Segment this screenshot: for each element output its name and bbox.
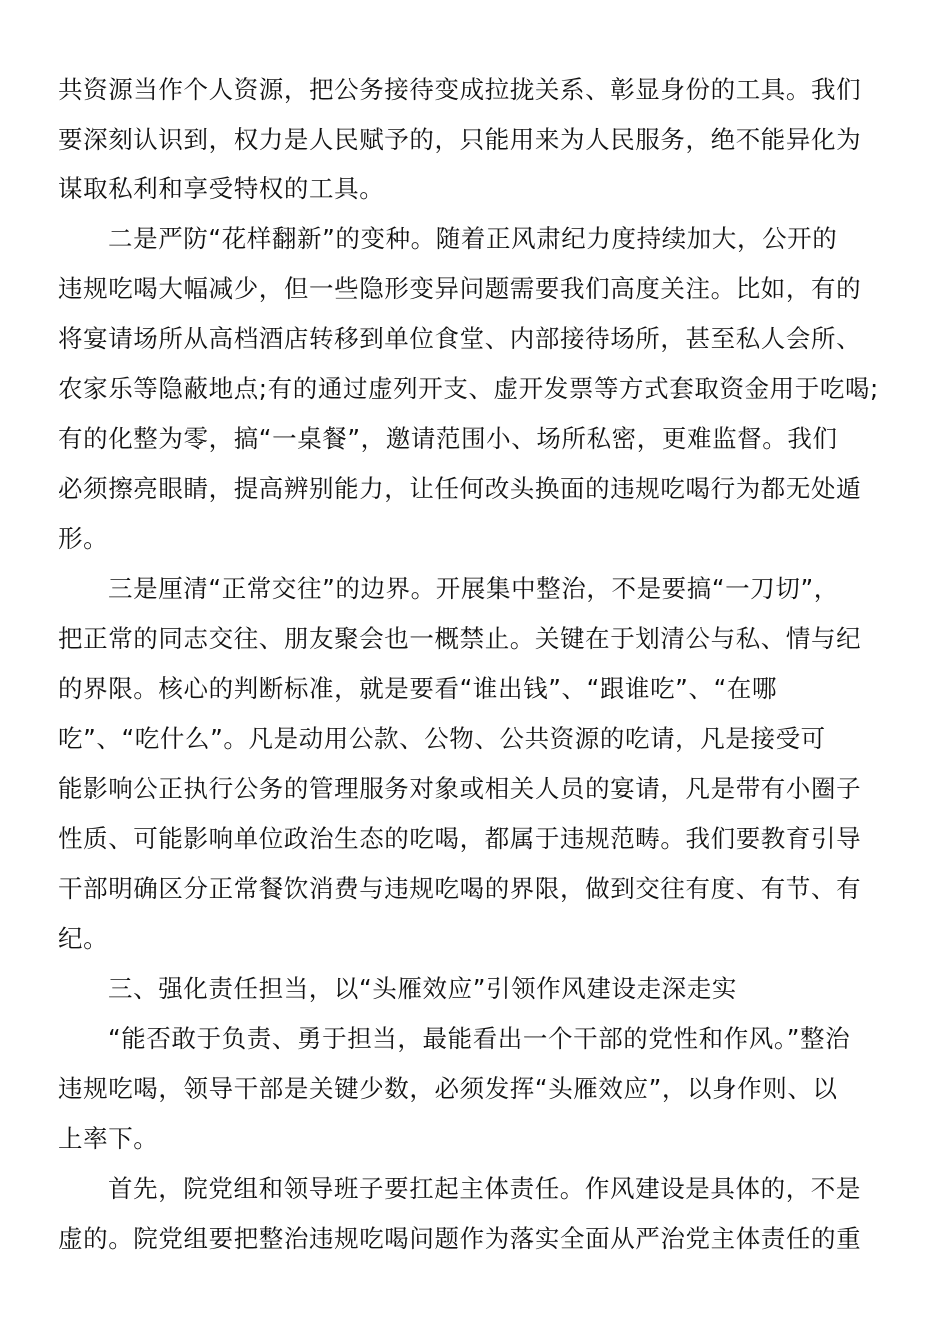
text-line: 把正常的同志交往、朋友聚会也一概禁止。关键在于划清公与私、情与纪 [58, 624, 862, 653]
text-line: 能影响公正执行公务的管理服务对象或相关人员的宴请，凡是带有小圈子 [58, 774, 862, 803]
text-line: 谋取私利和享受特权的工具。 [58, 174, 385, 203]
paragraph-start-line: 二是严防“花样翻新”的变种。随着正风肃纪力度持续加大，公开的 [108, 224, 838, 253]
text-line: 干部明确区分正常餐饮消费与违规吃喝的界限，做到交往有度、有节、有 [58, 874, 862, 903]
text-line: 性质、可能影响单位政治生态的吃喝，都属于违规范畴。我们要教育引导 [58, 824, 862, 853]
text-line: 农家乐等隐蔽地点;有的通过虚列开支、虚开发票等方式套取资金用于吃喝; [58, 374, 879, 403]
text-line: 要深刻认识到，权力是人民赋予的，只能用来为人民服务，绝不能异化为 [58, 125, 862, 154]
text-line: 的界限。核心的判断标准，就是要看“谁出钱”、“跟谁吃”、“在哪 [58, 674, 778, 703]
text-line: 上率下。 [58, 1124, 159, 1153]
text-line: 吃”、“吃什么”。凡是动用公款、公物、公共资源的吃请，凡是接受可 [58, 724, 826, 753]
text-line: 形。 [58, 524, 109, 553]
text-line: 将宴请场所从高档酒店转移到单位食堂、内部接待场所，甚至私人会所、 [58, 324, 862, 353]
text-line: 必须擦亮眼睛，提高辨别能力，让任何改头换面的违规吃喝行为都无处遁 [58, 474, 862, 503]
text-line: 虚的。院党组要把整治违规吃喝问题作为落实全面从严治党主体责任的重 [58, 1224, 862, 1253]
text-line: 违规吃喝，领导干部是关键少数，必须发挥“头雁效应”，以身作则、以 [58, 1074, 838, 1103]
text-line: 纪。 [58, 924, 109, 953]
paragraph-start-line: 三是厘清“正常交往”的边界。开展集中整治，不是要搞“一刀切”， [108, 574, 839, 603]
paragraph-start-line: 首先，院党组和领导班子要扛起主体责任。作风建设是具体的，不是 [108, 1174, 861, 1203]
section-heading: 三、强化责任担当，以“头雁效应”引领作风建设走深走实 [108, 974, 737, 1003]
text-line: 共资源当作个人资源，把公务接待变成拉拢关系、彰显身份的工具。我们 [58, 75, 862, 104]
text-line: 有的化整为零，搞“一桌餐”，邀请范围小、场所私密，更难监督。我们 [58, 424, 838, 453]
text-line: 违规吃喝大幅减少，但一些隐形变异问题需要我们高度关注。比如，有的 [58, 274, 862, 303]
paragraph-start-line: “能否敢于负责、勇于担当，最能看出一个干部的党性和作风。”整治 [108, 1024, 851, 1053]
